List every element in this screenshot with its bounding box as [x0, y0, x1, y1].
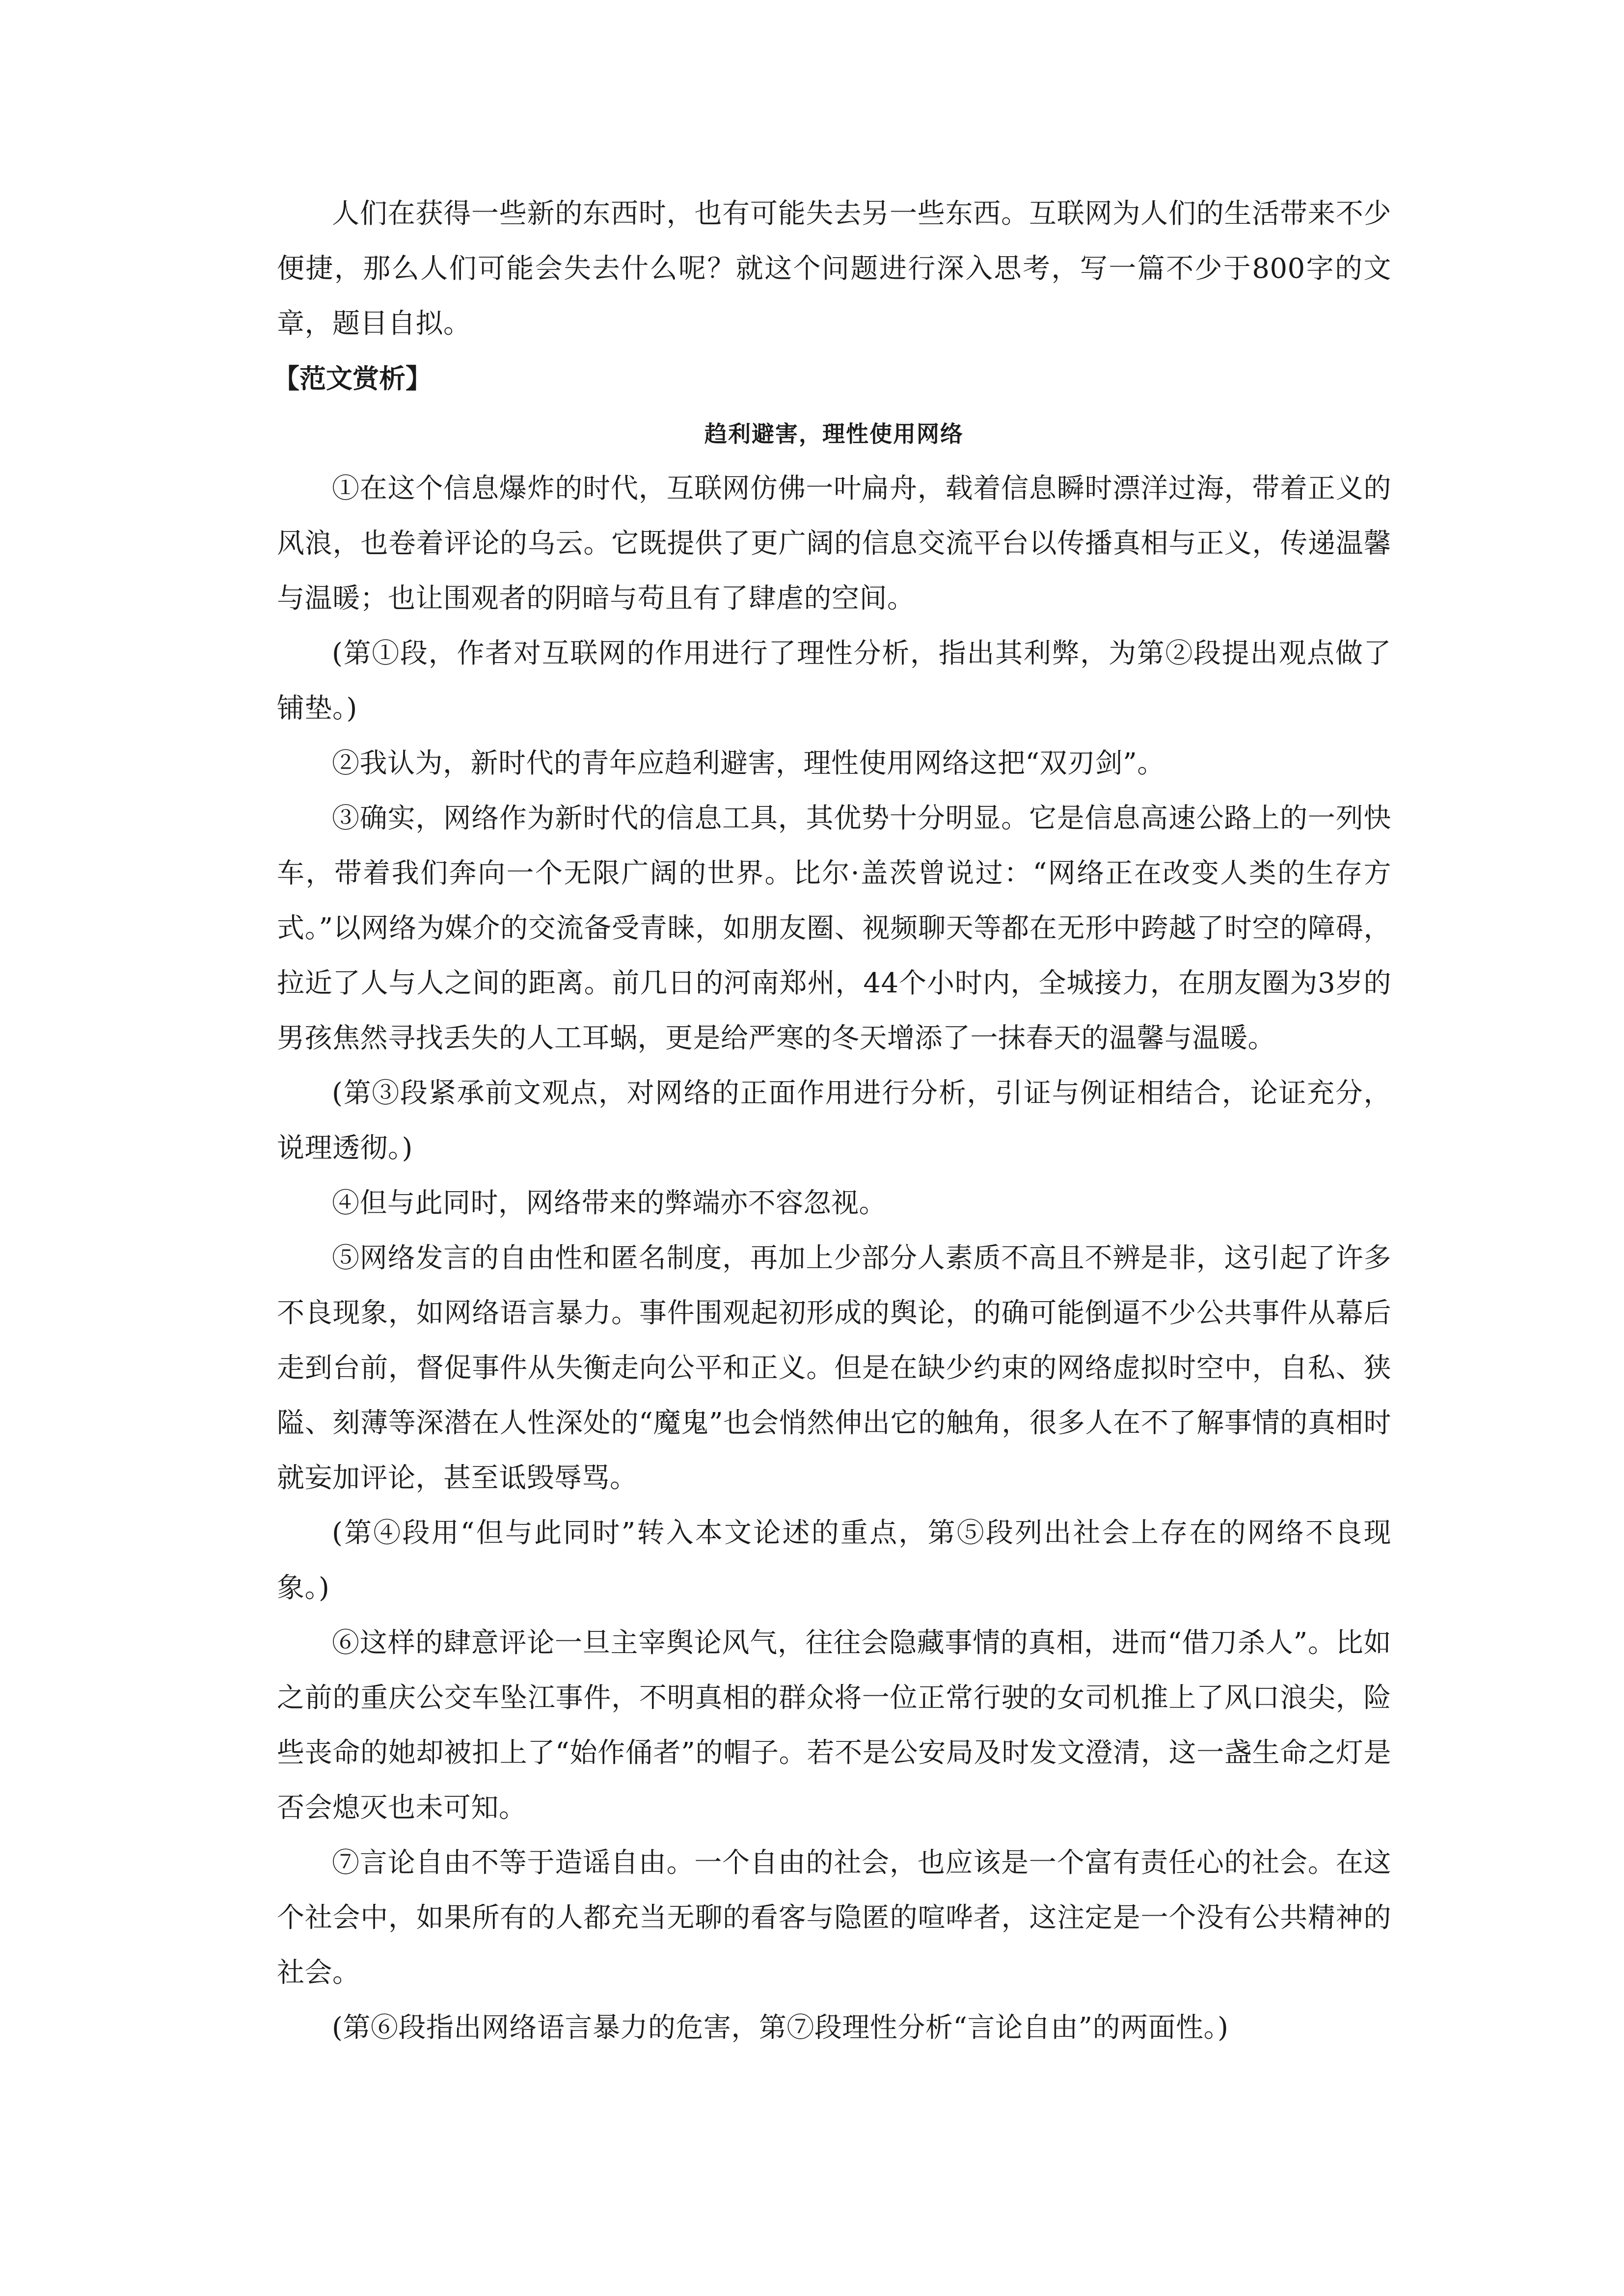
commentary-note-3: (第④段用“但与此同时”转入本文论述的重点，第⑤段列出社会上存在的网络不良现象。)	[277, 1517, 1391, 1604]
essay-paragraph-1: ①在这个信息爆炸的时代，互联网仿佛一叶扁舟，载着信息瞬时漂洋过海，带着正义的风浪，也卷着评论的乌云。它既提供了更广阔的信息交流平台以传播真相与正义，传递温馨与温暖；也让围观者的阴暗与苟且有了肆虐的空间。	[277, 473, 1391, 614]
essay-paragraph-3: ③确实，网络作为新时代的信息工具，其优势十分明显。它是信息高速公路上的一列快车，带着我们奔向一个无限广阔的世界。比尔·盖茨曾说过：“网络正在改变人类的生存方式。”以网络为媒介的交流备受青睐，如朋友圈、视频聊天等都在无形中跨越了时空的障碍，拉近了人与人之间的距离。前几日的河南郑州，44个小时内，全城接力，在朋友圈为3岁的男孩焦然寻找丢失的人工耳蜗，更是给严寒的冬天增添了一抹春天的温馨与温暖。	[277, 802, 1391, 1054]
essay-title: 趋利避害，理性使用网络	[704, 421, 964, 447]
essay-paragraph-4: ④但与此同时，网络带来的弊端亦不容忽视。	[332, 1187, 887, 1219]
commentary-note-2: (第③段紧承前文观点，对网络的正面作用进行分析，引证与例证相结合，论证充分，说理透彻。)	[277, 1077, 1391, 1164]
writing-prompt: 人们在获得一些新的东西时，也有可能失去另一些东西。互联网为人们的生活带来不少便捷，那么人们可能会失去什么呢？就这个问题进行深入思考，写一篇不少于800字的文章，题目自拟。	[277, 198, 1391, 340]
commentary-note-1: (第①段，作者对互联网的作用进行了理性分析，指出其利弊，为第②段提出观点做了铺垫。)	[277, 638, 1391, 724]
commentary-note-4: (第⑥段指出网络语言暴力的危害，第⑦段理性分析“言论自由”的两面性。)	[332, 2012, 1229, 2044]
section-label: 【范文赏析】	[273, 363, 432, 394]
essay-paragraph-7: ⑦言论自由不等于造谣自由。一个自由的社会，也应该是一个富有责任心的社会。在这个社会中，如果所有的人都充当无聊的看客与隐匿的喧哗者，这注定是一个没有公共精神的社会。	[277, 1847, 1391, 1989]
document-page	[273, 187, 1391, 2056]
essay-paragraph-6: ⑥这样的肆意评论一旦主宰舆论风气，往往会隐藏事情的真相，进而“借刀杀人”。比如之前的重庆公交车坠江事件，不明真相的群众将一位正常行驶的女司机推上了风口浪尖，险些丧命的她却被扣上了“始作俑者”的帽子。若不是公安局及时发文澄清，这一盏生命之灯是否会熄灭也未可知。	[277, 1627, 1391, 1824]
essay-paragraph-2: ②我认为，新时代的青年应趋利避害，理性使用网络这把“双刃剑”。	[332, 748, 1165, 779]
essay-paragraph-5: ⑤网络发言的自由性和匿名制度，再加上少部分人素质不高且不辨是非，这引起了许多不良现象，如网络语言暴力。事件围观起初形成的舆论，的确可能倒逼不少公共事件从幕后走到台前，督促事件从失衡走向公平和正义。但是在缺少约束的网络虚拟时空中，自私、狭隘、刻薄等深潜在人性深处的“魔鬼”也会悄然伸出它的触角，很多人在不了解事情的真相时就妄加评论，甚至诋毁辱骂。	[277, 1242, 1391, 1494]
